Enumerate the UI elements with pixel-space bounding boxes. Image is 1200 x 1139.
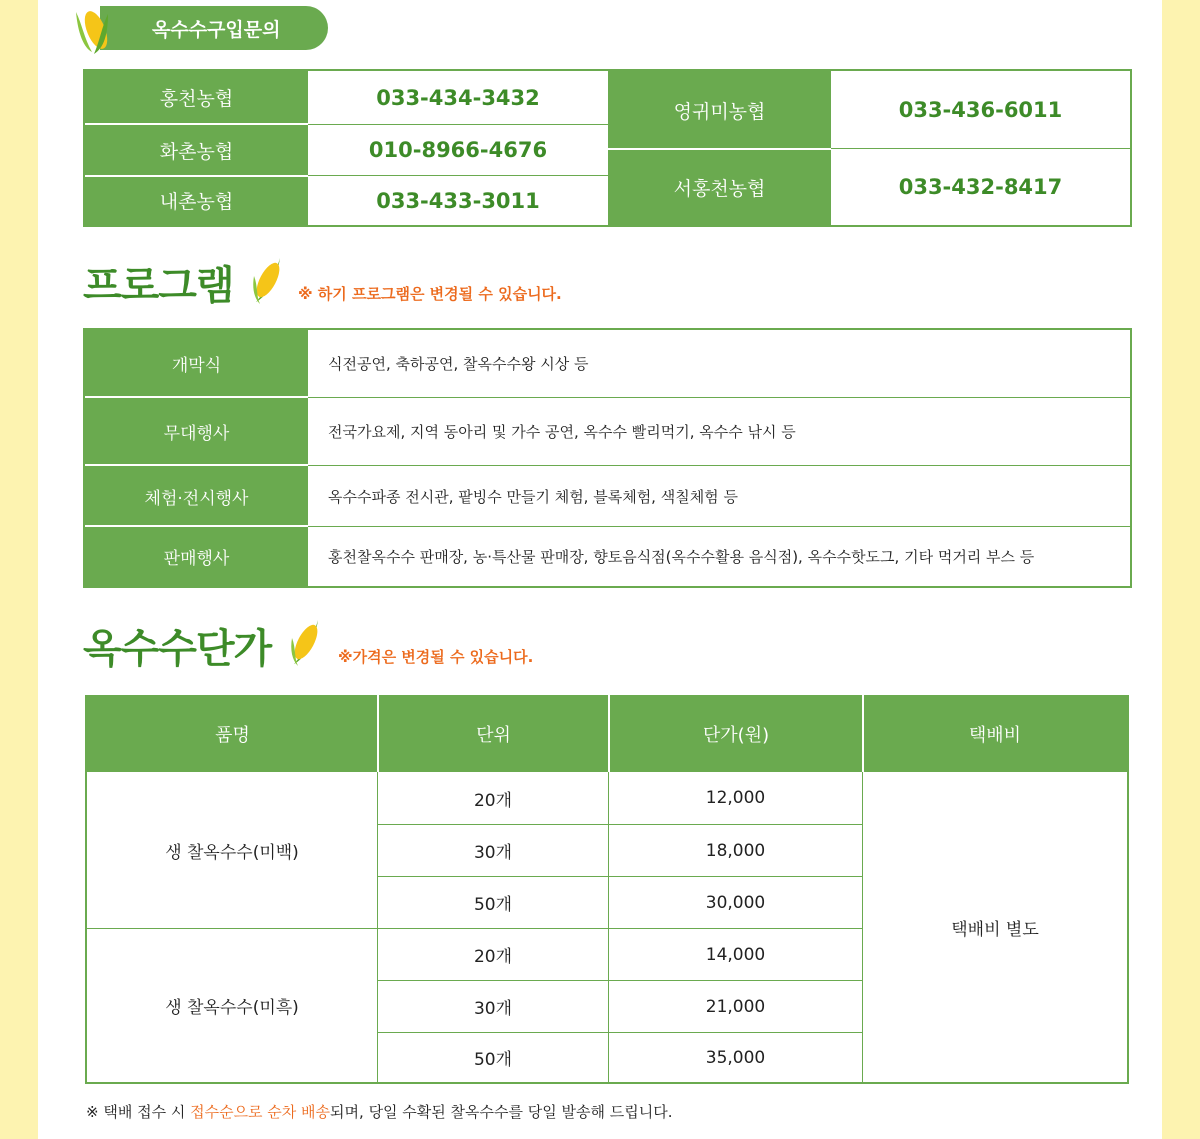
contact-phone-hwachon[interactable]: 010-8966-4676 (368, 138, 548, 162)
program-row (85, 330, 1130, 397)
unit-cell: 30개 (473, 843, 513, 863)
contact-table (83, 69, 1132, 227)
program-row-desc: 홍천찰옥수수 판매장, 농·특산물 판매장, 향토음식점(옥수수활용 음식점), 옥수수핫도그, 기타 먹거리 부스 등 (328, 548, 1035, 566)
inquiry-title: 옥수수구입문의 (152, 19, 281, 41)
unit-cell: 50개 (473, 895, 513, 915)
program-row-label: 체험·전시행사 (85, 466, 308, 526)
price-cell: 18,000 (705, 840, 766, 861)
price-cell: 30,000 (705, 892, 766, 913)
program-row (85, 398, 1130, 465)
unit-cell: 20개 (473, 947, 513, 967)
corn-icon (288, 618, 324, 668)
program-row-label: 개막식 (85, 330, 308, 397)
contact-phone-naechon[interactable]: 033-433-3011 (376, 188, 540, 213)
footer-note (86, 1101, 672, 1122)
contact-phone-seohongcheon[interactable]: 033-432-8417 (898, 175, 1063, 199)
price-header-unit: 단위 (378, 695, 609, 772)
price-note: ※가격은 변경될 수 있습니다. (338, 648, 534, 666)
price-header-price: 단가(원) (609, 695, 863, 772)
contact-name-yeonggwimi: 영귀미농협 (608, 71, 831, 149)
program-table (83, 328, 1132, 588)
price-cell: 14,000 (705, 944, 766, 965)
footer-note-suffix: 되며, 당일 수확된 찰옥수수를 당일 발송해 드립니다. (330, 1103, 673, 1121)
program-title: 프로그램 (83, 263, 234, 309)
page (38, 0, 1162, 1139)
corn-icon (250, 256, 286, 306)
program-row-desc: 옥수수파종 전시관, 팥빙수 만들기 체험, 블록체험, 색칠체험 등 (328, 487, 738, 506)
program-row-label: 무대행사 (85, 398, 308, 465)
shipping-cell: 택배비 별도 (951, 919, 1039, 940)
program-row-label: 판매행사 (85, 527, 308, 586)
unit-cell: 50개 (473, 1050, 513, 1070)
footer-note-prefix: ※ 택배 접수 시 (86, 1103, 191, 1121)
contact-name-naechon: 내촌농협 (85, 176, 308, 225)
contact-name-seohongcheon: 서홍천농협 (608, 149, 831, 225)
price-cell: 21,000 (705, 996, 766, 1017)
price-title: 옥수수단가 (83, 626, 272, 672)
price-header-item: 품명 (87, 695, 378, 772)
corn-icon (72, 4, 112, 56)
contact-phone-hongcheon[interactable]: 033-434-3432 (376, 85, 540, 110)
price-cell: 35,000 (705, 1047, 766, 1068)
program-row (85, 527, 1130, 586)
product-name-mibaek: 생 찰옥수수(미백) (165, 842, 299, 863)
program-row (85, 466, 1130, 526)
price-cell: 12,000 (705, 788, 766, 808)
product-name-miheuk: 생 찰옥수수(미흑) (165, 998, 299, 1018)
price-header-shipping: 택배비 (863, 695, 1127, 772)
program-note: ※ 하기 프로그램은 변경될 수 있습니다. (298, 285, 562, 303)
contact-name-hwachon: 화촌농협 (85, 124, 308, 176)
program-row-desc: 식전공연, 축하공연, 찰옥수수왕 시상 등 (328, 355, 589, 373)
program-row-desc: 전국가요제, 지역 동아리 및 가수 공연, 옥수수 빨리먹기, 옥수수 낚시 등 (328, 423, 796, 441)
price-table (85, 695, 1129, 1084)
unit-cell: 30개 (473, 999, 513, 1019)
contact-phone-yeonggwimi[interactable]: 033-436-6011 (898, 98, 1063, 122)
inquiry-header (100, 6, 328, 50)
unit-cell: 20개 (473, 790, 513, 811)
footer-note-highlight: 접수순으로 순차 배송 (190, 1103, 331, 1121)
contact-name-hongcheon: 홍천농협 (85, 71, 308, 124)
